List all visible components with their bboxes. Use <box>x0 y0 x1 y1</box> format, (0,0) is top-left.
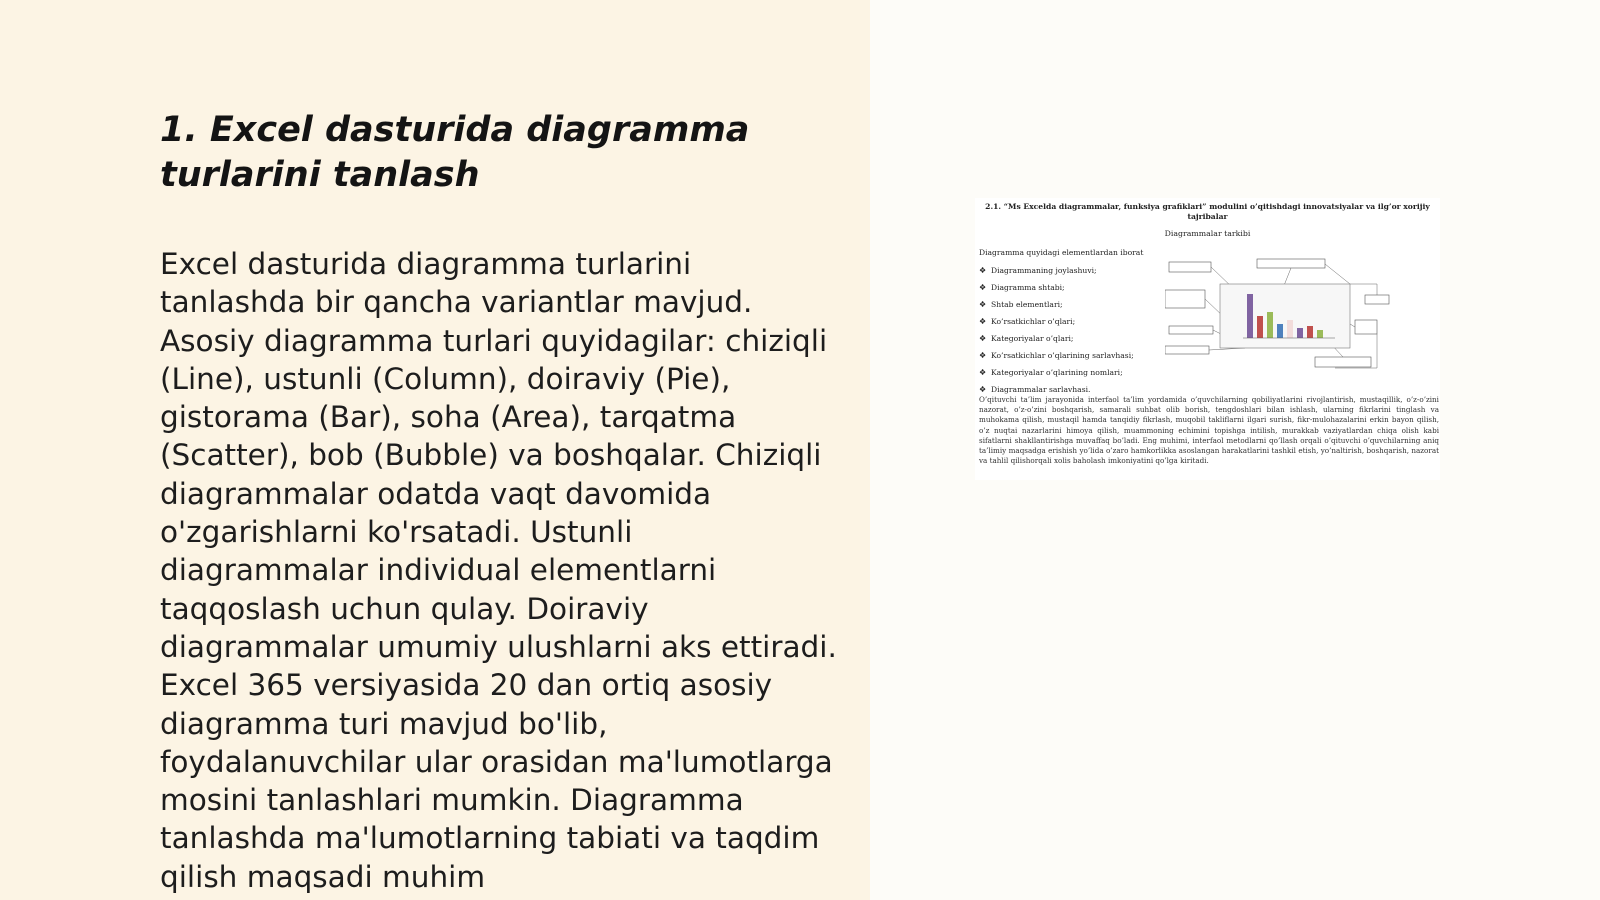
bullet-glyph: ❖ <box>979 385 987 394</box>
bullet-glyph: ❖ <box>979 266 987 275</box>
figure-bar <box>1247 294 1253 338</box>
figure-paragraph: O’qituvchi ta’lim jarayonida interfaol ta’lim yordamida o’quvchilarning qobiliyatlarini rivojlantirish, mustaqillik, o’z-o’zini nazorat, o’z-o’zini boshqarish, samarali suhbat olib borish, tengdoshlari bilan ishlash, ularning fikrlarini tinglash va muhokama qilish, mustaqil hamda tanqidiy fikrlash, muqobil takliflarni ilgari surish, fikr-mulohazalarini erkin bayon qilish, o’z nuqtai nazarlarini himoya qilish, muammoning echimini topishga intilish, murakkab vaziyatlardan chiqa olish kabi sifatlarni shakllantirishga muvaffaq bo’ladi. Eng muhimi, interfaol metodlarni qo’llash orqali o’qituvchi o’quvchilarning aniq ta’limiy maqsadga erishish yo’lida o’zaro hamkorlikka asoslangan harakatlarini tashkil etish, yo’naltirish, boshqarish, nazorat va tahlil qilishorqali xolis baholash imkoniyatini qo’lga kiritadi. <box>979 395 1439 466</box>
document-figure-image <box>975 198 1440 480</box>
figure-bar <box>1297 328 1303 338</box>
figure-list-item-label: Diagrammalar sarlavhasi. <box>991 385 1091 394</box>
figure-bar <box>1317 330 1323 338</box>
figure-list-item-label: Diagrammaning joylashuvi; <box>991 266 1097 275</box>
figure-list-item-label: Diagramma shtabi; <box>991 283 1065 292</box>
figure-bullet-list <box>979 262 1134 398</box>
figure-bar <box>1257 316 1263 338</box>
figure-list-item <box>979 364 1134 381</box>
figure-list-item <box>979 330 1134 347</box>
figure-list-item-label: Kategoriyalar o’qlarining nomlari; <box>991 368 1123 377</box>
figure-bar <box>1277 324 1283 338</box>
slide-title: 1. Excel dasturida diagramma turlarini tanlash <box>160 110 750 195</box>
figure-subheading: Diagrammalar tarkibi <box>1164 229 1251 238</box>
figure-bar <box>1287 320 1293 338</box>
figure-list-item <box>979 347 1134 364</box>
figure-list-item-label: Ko’rsatkichlar o’qlari; <box>991 317 1076 326</box>
figure-list-item <box>979 313 1134 330</box>
bullet-glyph: ❖ <box>979 368 987 377</box>
bullet-glyph: ❖ <box>979 317 987 326</box>
figure-bar <box>1307 326 1313 338</box>
figure-list-item-label: Kategoriyalar o’qlari; <box>991 334 1074 343</box>
slide-body-text: Excel dasturida diagramma turlarini tanlashda bir qancha variantlar mavjud. Asosiy diagramma turlari quyidagilar: chiziqli (Line), ustunli (Column), doiraviy (Pie), gistorama (Bar), soha (Area), tarqatma (Scatter), bob (Bubble) va boshqalar. Chiziqli diagrammalar odatda vaqt davomida o'zgarishlarni ko'rsatadi. Ustunli diagrammalar individual elementlarni taqqoslash uchun qulay. Doiraviy diagrammalar umumiy ulushlarni aks ettiradi. Excel 365 versiyasida 20 dan ortiq asosiy diagramma turi mavjud bo'lib, foydalanuvchilar ular orasidan ma'lumotlarga mosini tanlashlari mumkin. Diagramma tanlashda ma'lumotlarning tabiati va taqdim qilish maqsadi muhim <box>160 247 837 894</box>
figure-bar <box>1267 312 1273 338</box>
figure-list-item <box>979 296 1134 313</box>
figure-list-item-label: Ko’rsatkichlar o’qlarining sarlavhasi; <box>991 351 1134 360</box>
figure-list-item <box>979 262 1134 279</box>
figure-intro: Diagramma quyidagi elementlardan iborat <box>979 248 1144 257</box>
bullet-glyph: ❖ <box>979 283 987 292</box>
figure-heading: 2.1. “Ms Excelda diagrammalar, funksiya grafiklari” modulini o’qitishdagi innovatsiyalar va ilg’or xorijiy tajribalar <box>985 202 1430 221</box>
bullet-glyph: ❖ <box>979 334 987 343</box>
figure-list-item-label: Shtab elementlari; <box>991 300 1063 309</box>
bullet-glyph: ❖ <box>979 351 987 360</box>
figure-list-item <box>979 279 1134 296</box>
bullet-glyph: ❖ <box>979 300 987 309</box>
chart-frame <box>1220 284 1350 348</box>
chart-elements-diagram <box>1165 258 1405 378</box>
